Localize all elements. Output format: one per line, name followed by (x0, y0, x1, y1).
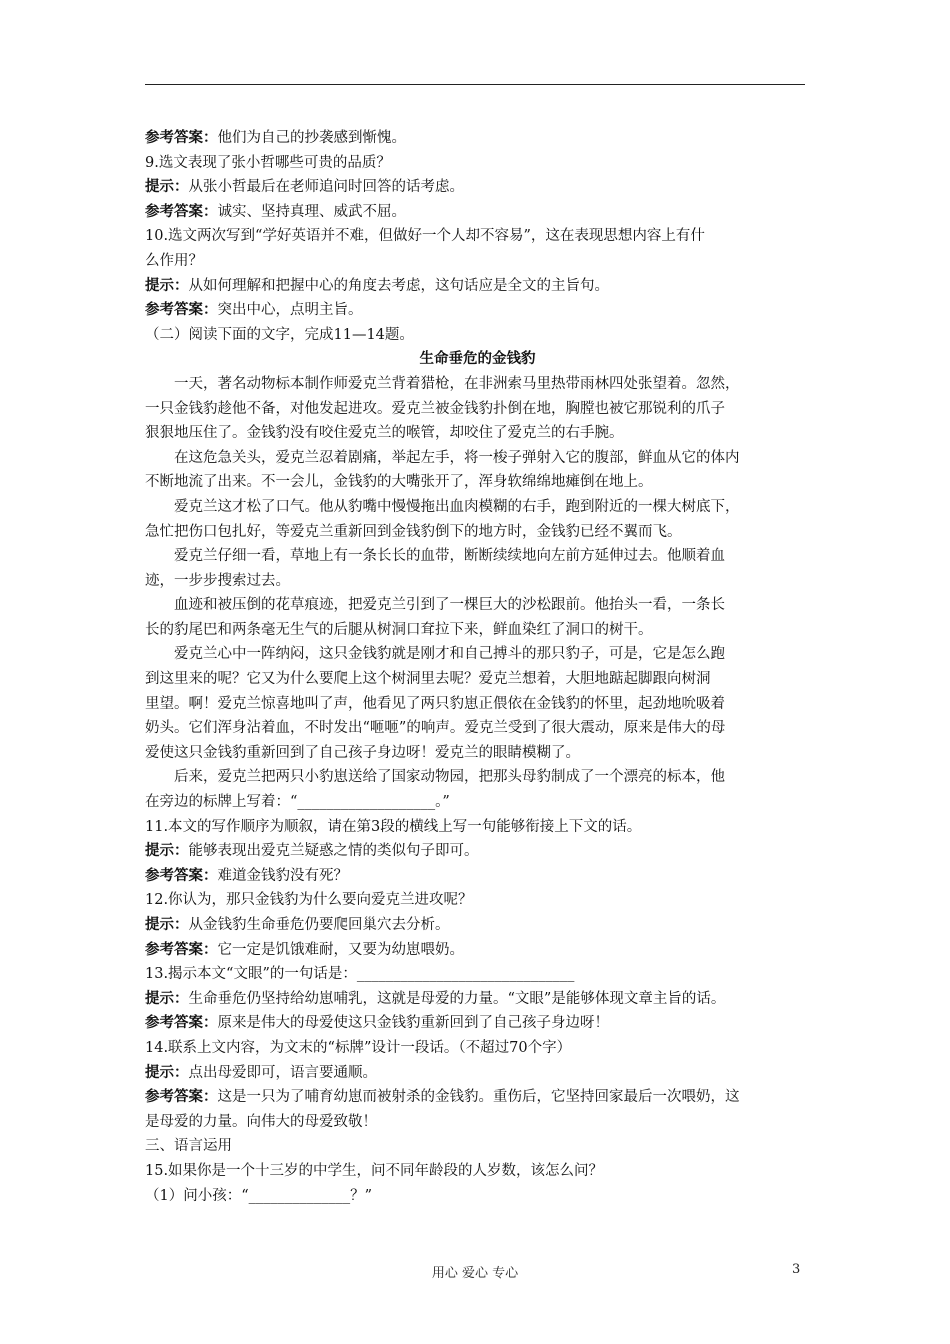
answer-line (145, 839, 810, 864)
text-line (145, 1036, 810, 1061)
line-label: 参考答案： (145, 203, 218, 220)
line-label: 参考答案： (145, 302, 218, 319)
text-line (145, 642, 810, 667)
text-line (145, 520, 810, 545)
answer-line (145, 200, 810, 225)
line-text: 里望。啊！爱克兰惊喜地叫了声，他看见了两只豹崽正偎依在金钱豹的怀里，起劲地吮吸着 (145, 695, 725, 712)
text-line (145, 446, 810, 471)
answer-line (145, 298, 810, 323)
line-text: 难道金钱豹没有死？ (217, 867, 348, 884)
line-text: （二）阅读下面的文字，完成11—14题。 (145, 326, 414, 343)
answer-line (145, 1011, 810, 1036)
line-text: 么作用？ (145, 252, 203, 269)
line-text: 15.如果你是一个十三岁的中学生，问不同年龄段的人岁数，该怎么问？ (145, 1162, 604, 1179)
text-line (145, 790, 810, 815)
line-label: 参考答案： (145, 130, 218, 146)
answer-line (145, 1061, 810, 1086)
line-text: 到这里来的呢？它又为什么要爬上这个树洞里去呢？爱克兰想着，大胆地踮起脚跟向树洞 (145, 671, 711, 688)
text-line (145, 593, 810, 618)
line-text: 原来是伟大的母爱使这只金钱豹重新回到了自己孩子身边呀！ (217, 1015, 609, 1032)
text-line (145, 741, 810, 766)
line-text: 13.揭示本文“文眼”的一句话是：______________________________ (145, 966, 575, 983)
line-text: 是母爱的力量。向伟大的母爱致敬！ (145, 1113, 377, 1130)
answer-line (145, 987, 810, 1012)
line-text: 它一定是饥饿难耐，又要为幼崽喂奶。 (217, 941, 464, 958)
line-text: 生命垂危的金钱豹 (419, 351, 536, 368)
line-text: （1）问小孩：“______________？” (145, 1187, 373, 1204)
line-label: 提示： (145, 990, 189, 1007)
line-text: 血迹和被压倒的花草痕迹，把爱克兰引到了一棵巨大的沙松跟前。他抬头一看，一条长 (174, 597, 725, 614)
text-line (145, 397, 810, 422)
line-text: 迹，一步步搜索过去。 (145, 572, 290, 589)
answer-line (145, 913, 810, 938)
text-line (145, 716, 810, 741)
text-line (145, 151, 810, 176)
line-text: 爱使这只金钱豹重新回到了自己孩子身边呀！爱克兰的眼睛模糊了。 (145, 744, 580, 761)
text-line (145, 470, 810, 495)
answer-line (145, 1085, 810, 1110)
article-title (145, 347, 810, 372)
text-line (145, 372, 810, 397)
answer-line (145, 938, 810, 963)
text-line (145, 1184, 810, 1209)
line-label: 提示： (145, 843, 189, 860)
line-text: 诚实、坚持真理、威武不屈。 (217, 203, 406, 220)
text-line (145, 888, 810, 913)
line-label: 参考答案： (145, 867, 218, 884)
text-line (145, 765, 810, 790)
line-text: 三、语言运用 (145, 1138, 232, 1155)
line-text: 这是一只为了哺育幼崽而被射杀的金钱豹。重伤后，它坚持回家最后一次喂奶，这 (217, 1089, 740, 1106)
header-rule (145, 84, 805, 85)
line-text: 狠狠地压住了。金钱豹没有咬住爱克兰的喉管，却咬住了爱克兰的右手腕。 (145, 425, 624, 442)
line-text: 10.选文两次写到“学好英语并不难，但做好一个人却不容易”，这在表现思想内容上有什 (145, 228, 705, 245)
line-text: 从金钱豹生命垂危仍要爬回巢穴去分析。 (188, 917, 450, 933)
answer-line (145, 864, 810, 889)
document-body (145, 126, 810, 1208)
line-label: 提示： (145, 179, 189, 196)
line-text: 爱克兰这才松了口气。他从豹嘴中慢慢拖出血肉模糊的右手，跑到附近的一棵大树底下， (174, 498, 740, 515)
line-label: 参考答案： (145, 1089, 218, 1106)
line-text: 在这危急关头，爱克兰忍着剧痛，举起左手，将一梭子弹射入它的腹部，鲜血从它的体内 (174, 449, 740, 466)
line-label: 提示： (145, 277, 189, 294)
text-line (145, 1159, 810, 1184)
text-line (145, 1134, 810, 1159)
answer-line (145, 126, 810, 151)
line-label: 参考答案： (145, 1015, 218, 1032)
text-line (145, 249, 810, 274)
line-text: 14.联系上文内容，为文末的“标牌”设计一段话。（不超过70个字） (145, 1039, 572, 1056)
line-text: 爱克兰心中一阵纳闷，这只金钱豹就是刚才和自己搏斗的那只豹子，可是，它是怎么跑 (174, 646, 725, 663)
answer-line (145, 274, 810, 299)
text-line (145, 495, 810, 520)
line-text: 突出中心，点明主旨。 (217, 302, 363, 319)
text-line (145, 421, 810, 446)
text-line (145, 815, 810, 840)
line-text: 12.你认为，那只金钱豹为什么要向爱克兰进攻呢？ (145, 892, 473, 909)
line-text: 长的豹尾巴和两条毫无生气的后腿从树洞口耷拉下来，鲜血染红了洞口的树干。 (145, 621, 653, 638)
line-label: 参考答案： (145, 941, 218, 958)
answer-line (145, 175, 810, 200)
line-text: 在旁边的标牌上写着：“___________________。” (145, 794, 450, 811)
line-text: 从张小哲最后在老师追问时回答的话考虑。 (188, 179, 464, 196)
text-line (145, 569, 810, 594)
text-line (145, 224, 810, 249)
text-line (145, 1110, 810, 1135)
line-text: 奶头。它们浑身沾着血，不时发出“咂咂”的响声。爱克兰受到了很大震动，原来是伟大的母 (145, 720, 726, 737)
line-text: 生命垂危仍坚持给幼崽哺乳，这就是母爱的力量。“文眼”是能够体现文章主旨的话。 (188, 990, 726, 1007)
line-label: 提示： (145, 1064, 189, 1081)
line-label: 提示： (145, 917, 189, 933)
line-text: 从如何理解和把握中心的角度去考虑，这句话应是全文的主旨句。 (188, 277, 609, 294)
line-text: 一天，著名动物标本制作师爱克兰背着猎枪，在非洲索马里热带雨林四处张望着。忽然， (174, 375, 740, 392)
line-text: 爱克兰仔细一看，草地上有一条长长的血带，断断续续地向左前方延伸过去。他顺着血 (174, 548, 725, 565)
page-number: 3 (792, 1262, 801, 1277)
text-line (145, 692, 810, 717)
line-text: 急忙把伤口包扎好，等爱克兰重新回到金钱豹倒下的地方时，金钱豹已经不翼而飞。 (145, 523, 682, 540)
line-text: 后来，爱克兰把两只小豹崽送给了国家动物园，把那头母豹制成了一个漂亮的标本，他 (174, 769, 725, 786)
text-line (145, 667, 810, 692)
line-text: 能够表现出爱克兰疑惑之情的类似句子即可。 (188, 843, 479, 860)
line-text: 9.选文表现了张小哲哪些可贵的品质？ (145, 154, 391, 171)
line-text: 点出母爱即可，语言要通顺。 (188, 1064, 377, 1081)
text-line (145, 544, 810, 569)
line-text: 11.本文的写作顺序为顺叙，请在第3段的横线上写一句能够衔接上下文的话。 (145, 818, 642, 835)
text-line (145, 962, 810, 987)
text-line (145, 618, 810, 643)
line-text: 他们为自己的抄袭感到惭愧。 (217, 130, 406, 146)
footer-slogan: 用心 爱心 专心 (431, 1266, 519, 1281)
line-text: 不断地流了出来。不一会儿，金钱豹的大嘴张开了，浑身软绵绵地瘫倒在地上。 (145, 474, 653, 491)
text-line (145, 323, 810, 348)
line-text: 一只金钱豹趁他不备，对他发起进攻。爱克兰被金钱豹扑倒在地，胸膛也被它那锐利的爪子 (145, 400, 725, 417)
